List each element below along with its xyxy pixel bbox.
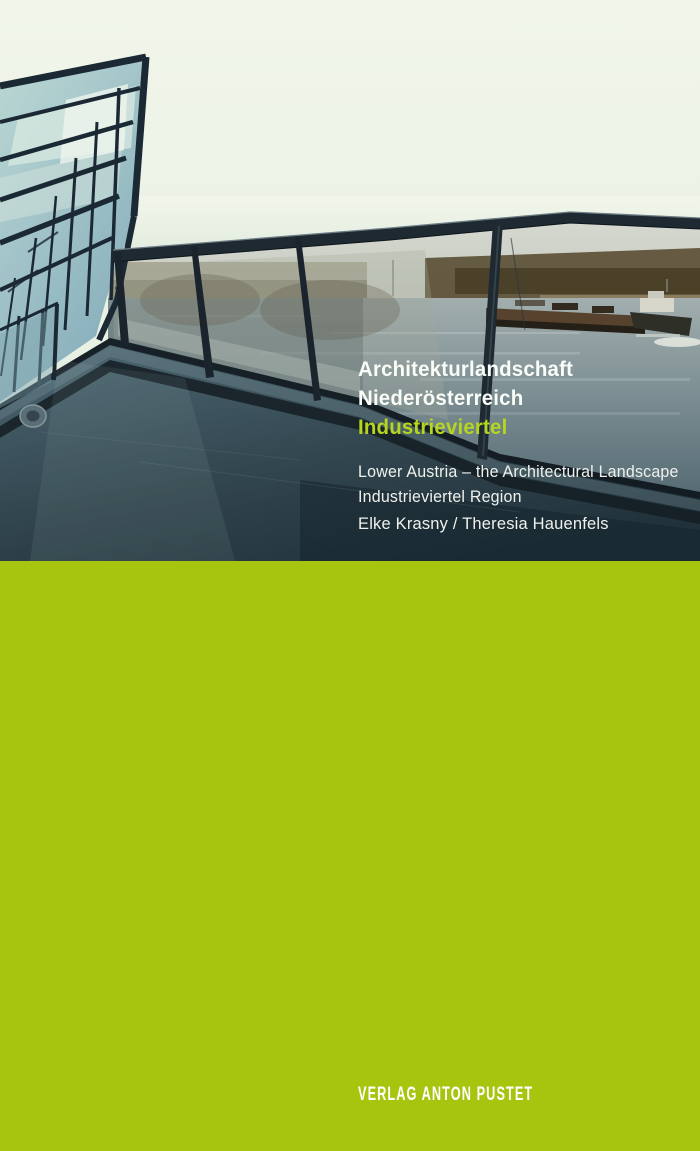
wake-foam	[654, 337, 700, 347]
groyne	[515, 300, 545, 306]
barge-cargo	[592, 306, 614, 313]
title-region-green: Industrieviertel	[358, 415, 508, 439]
title-german-line2: Niederösterreich	[358, 386, 524, 410]
publisher-logo: VERLAG ANTON PUSTET	[358, 1084, 534, 1105]
floor-drain-center	[27, 411, 40, 422]
title-block	[358, 355, 573, 442]
title-german-line1: Architekturlandschaft	[358, 357, 574, 381]
subtitle-block	[358, 460, 679, 509]
subtitle-english-line2: Industrieviertel Region	[358, 487, 522, 506]
green-panel	[0, 561, 700, 1151]
barge-cargo	[552, 303, 578, 310]
wake-streak	[636, 334, 680, 337]
subtitle-english-line1: Lower Austria – the Architectural Landscape	[358, 463, 679, 481]
tug-superstructure	[640, 298, 674, 312]
authors-line: Elke Krasny / Theresia Hauenfels	[358, 514, 609, 533]
fog-blotch	[260, 280, 400, 340]
